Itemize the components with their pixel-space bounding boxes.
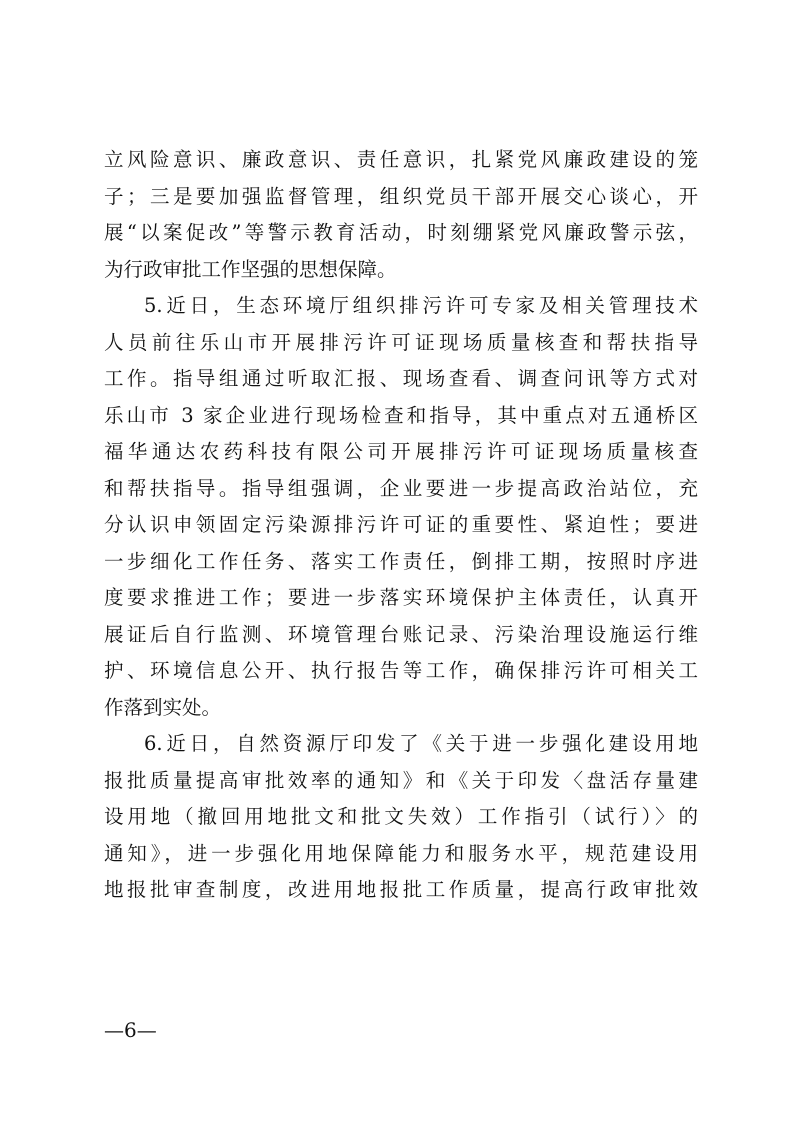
page-number: —6— xyxy=(104,1018,157,1042)
text-line: 为行政审批工作坚强的思想保障。 xyxy=(104,257,397,281)
text-line: 作落到实处。 xyxy=(104,695,222,719)
text-line: 展“以案促改”等警示教育活动，时刻绷紧党风廉政警示弦， xyxy=(104,221,698,244)
text-line: 乐山市 3 家企业进行现场检查和指导，其中重点对五通桥区 xyxy=(104,403,698,427)
text-line: 立风险意识、廉政意识、责任意识，扎紧党风廉政建设的笼 xyxy=(104,148,698,171)
text-line: 护、环境信息公开、执行报告等工作，确保排污许可相关工 xyxy=(104,659,698,682)
text-line: 工作。指导组通过听取汇报、现场查看、调查问讯等方式对 xyxy=(104,367,698,390)
text-line: 报批质量提高审批效率的通知》和《关于印发〈盘活存量建 xyxy=(104,768,698,792)
text-line: 和帮扶指导。指导组强调，企业要进一步提高政治站位，充 xyxy=(104,476,698,500)
text-line: 分认识申领固定污染源排污许可证的重要性、紧迫性；要进 xyxy=(104,513,698,536)
text-line: 地报批审查制度，改进用地报批工作质量，提高行政审批效 xyxy=(104,878,698,901)
text-line: 通知》，进一步强化用地保障能力和服务水平，规范建设用 xyxy=(104,841,698,865)
body-text xyxy=(104,142,698,909)
text-line: 设用地（撤回用地批文和批文失效）工作指引（试行）〉的 xyxy=(104,805,698,828)
text-line: 6.近日，自然资源厅印发了《关于进一步强化建设用地 xyxy=(144,732,698,755)
text-line: 一步细化工作任务、落实工作责任，倒排工期，按照时序进 xyxy=(104,549,698,573)
text-line: 展证后自行监测、环境管理台账记录、污染治理设施运行维 xyxy=(104,622,698,646)
text-line: 福华通达农药科技有限公司开展排污许可证现场质量核查 xyxy=(104,440,698,463)
text-line: 5.近日，生态环境厅组织排污许可专家及相关管理技术 xyxy=(144,294,698,317)
text-line: 子；三是要加强监督管理，组织党员干部开展交心谈心，开 xyxy=(104,184,698,208)
text-line: 人员前往乐山市开展排污许可证现场质量核查和帮扶指导 xyxy=(104,330,698,354)
text-line: 度要求推进工作；要进一步落实环境保护主体责任，认真开 xyxy=(104,586,698,609)
